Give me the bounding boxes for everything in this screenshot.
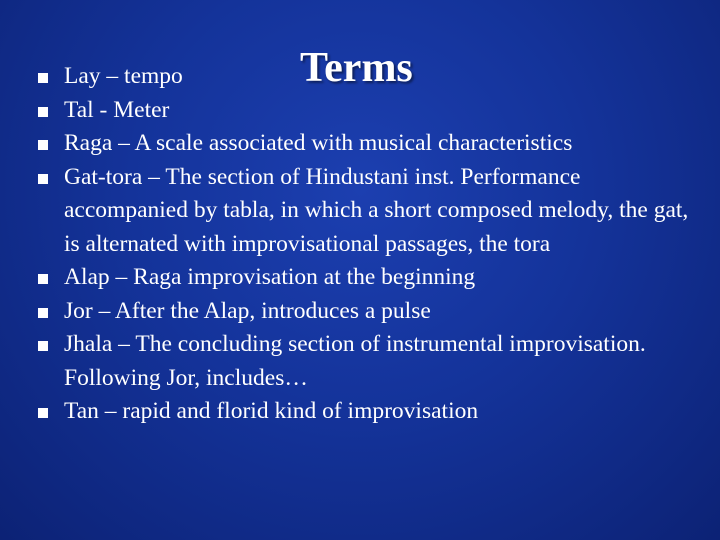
bullet-item xyxy=(38,161,708,262)
square-bullet-icon xyxy=(38,174,48,184)
bullet-text: Jhala – The concluding section of instrumental improvisation. Following Jor, includes… xyxy=(64,331,646,391)
square-bullet-icon xyxy=(38,107,48,117)
square-bullet-icon xyxy=(38,73,48,83)
bullet-text: Tan – rapid and florid kind of improvisation xyxy=(64,398,479,424)
bullet-list xyxy=(38,60,708,429)
square-bullet-icon xyxy=(38,274,48,284)
bullet-item xyxy=(38,261,708,295)
bullet-text: Jor – After the Alap, introduces a pulse xyxy=(64,297,431,324)
slide-title: Terms xyxy=(300,45,413,91)
bullet-text: Lay – tempo xyxy=(64,63,183,89)
bullet-item xyxy=(38,295,708,329)
bullet-item xyxy=(38,94,708,128)
bullet-text: Tal - Meter xyxy=(64,96,170,123)
bullet-item xyxy=(38,395,708,429)
bullet-text: Raga – A scale associated with musical characteristics xyxy=(64,130,573,156)
bullet-item xyxy=(38,328,708,395)
bullet-text: Gat-tora – The section of Hindustani inst. Performance accompanied by tabla, in which a short composed melody, the gat, is alternated with improvisational passages, the tora xyxy=(64,163,689,257)
square-bullet-icon xyxy=(38,408,48,418)
bullet-text: Alap – Raga improvisation at the beginning xyxy=(64,264,476,290)
bullet-item xyxy=(38,127,708,161)
square-bullet-icon xyxy=(38,140,48,150)
square-bullet-icon xyxy=(38,308,48,318)
square-bullet-icon xyxy=(38,341,48,351)
